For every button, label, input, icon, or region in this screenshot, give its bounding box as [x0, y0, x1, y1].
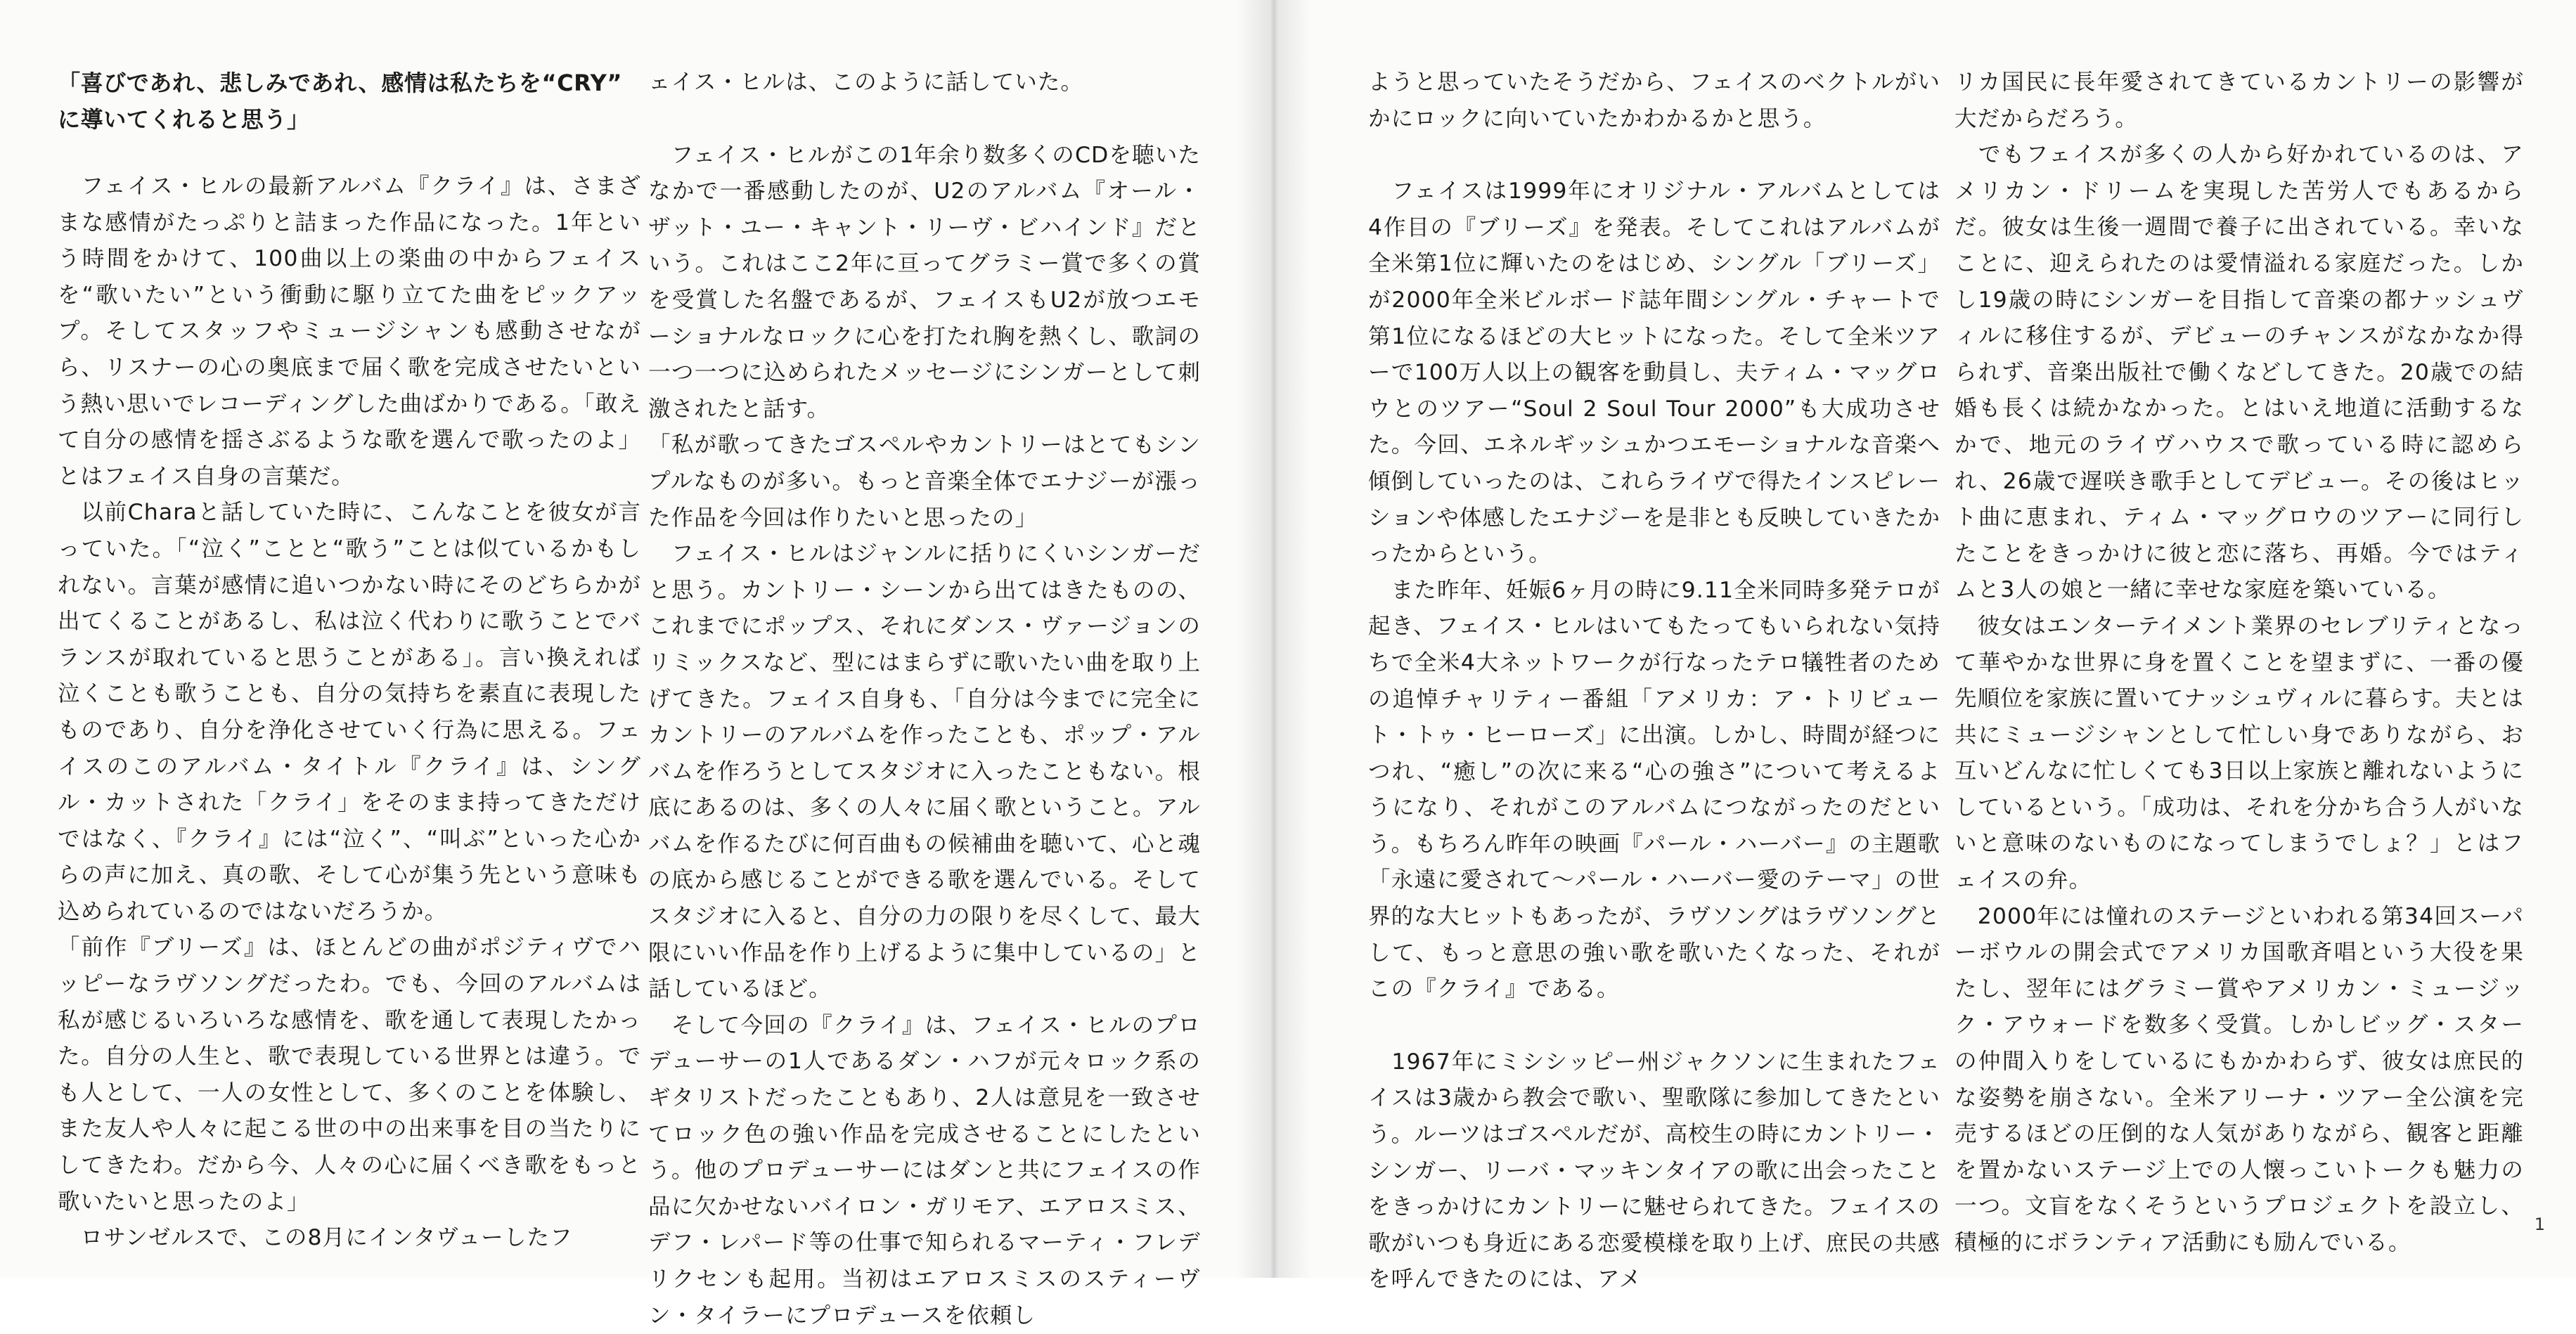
paragraph-gap	[648, 101, 1201, 138]
heading-line-1: 「喜びであれ、悲しみであれ、感情は私たちを“CRY”	[58, 70, 623, 96]
paragraph: 「私が歌ってきたゴスペルやカントリーはとてもシンプルなものが多い。もっと音楽全体でエナジーが漲った作品を今回は作りたいと思ったの」	[648, 432, 1201, 531]
paragraph: そして今回の『クライ』は、フェイス・ヒルのプロデューサーの1人であるダン・ハフが元々ロック系のギタリストだったこともあり、2人は意見を一致させてロック色の強い作品を完成させることにしたという。他のプロデューサーにはダンと共にフェイスの作品に欠かせないバイロン・ガリモア、エアロスミス、デフ・レパード等の仕事で知られるマーティ・フレデリクセンも起用。当初はエアロスミスのスティーヴン・タイラーにプロデュースを依頼し	[648, 1012, 1201, 1328]
paragraph: 「前作『ブリーズ』は、ほとんどの曲がポジティヴでハッピーなラヴソングだったわ。でも、今回のアルバムは私が感じるいろいろな感情を、歌を通して表現したかった。自分の人生と、歌で表現している世界とは違う。でも人として、一人の女性として、多くのことを体験し、また友人や人々に起こる世の中の出来事を目の当たりにしてきたわ。だから今、人々の心に届くべき歌をもっと歌いたいと思ったのよ」	[58, 935, 641, 1215]
paragraph-gap	[1368, 137, 1940, 174]
paragraph: ロサンゼルスで、この8月にインタヴューしたフ	[58, 1225, 573, 1251]
paragraph: フェイス・ヒルの最新アルバム『クライ』は、さまざまな感情がたっぷりと詰まった作品になった。1年という時間をかけて、100曲以上の楽曲の中からフェイスを“歌いたい”という衝動に駆り立てた曲をピックアップ。そしてスタッフやミュージシャンも感動させながら、リスナーの心の奥底まで届く歌を完成させたいという熱い思いでレコーディングした曲ばかりである。「敢えて自分の感情を揺さぶるような歌を選んで歌ったのよ」とはフェイス自身の言葉だ。	[58, 174, 641, 489]
paragraph-gap	[1368, 1008, 1940, 1044]
article-heading	[58, 65, 641, 138]
paragraph: ようと思っていたそうだから、フェイスのベクトルがいかにロックに向いていたかわかるかと思う。	[1368, 70, 1940, 131]
column-3	[1368, 65, 1940, 1298]
paragraph: フェイス・ヒルがこの1年余り数多くのCDを聴いたなかで一番感動したのが、U2のアルバム『オール・ザット・ユー・キャント・リーヴ・ビハインド』だという。これはここ2年に亘ってグラミー賞で多くの賞を受賞した名盤であるが、フェイスもU2が放つエモーショナルなロックに心を打たれ胸を熱くし、歌詞の一つ一つに込められたメッセージにシンガーとして刺激されたと話す。	[648, 142, 1201, 422]
column-2	[648, 65, 1201, 1334]
paragraph: 2000年には憧れのステージといわれる第34回スーパーボウルの開会式でアメリカ国歌斉唱という大役を果たし、翌年にはグラミー賞やアメリカン・ミュージック・アウォードを数多く受賞。しかしビッグ・スターの仲間入りをしているにもかかわらず、彼女は庶民的な姿勢を崩さない。全米アリーナ・ツアー全公演を完売するほどの圧倒的な人気がありながら、観客と距離を置かないステージ上での人懐っこいトークも魅力の一つ。文盲をなくそうというプロジェクトを設立し、積極的にボランティア活動にも励んでいる。	[1954, 903, 2524, 1255]
column-4	[1954, 65, 2524, 1262]
paragraph: また昨年、妊娠6ヶ月の時に9.11全米同時多発テロが起き、フェイス・ヒルはいてもたってもいられない気持ちで全米4大ネットワークが行なったテロ犠牲者のための追悼チャリティー番組「アメリカ：ア・トリビュート・トゥ・ヒーローズ」に出演。しかし、時間が経つにつれ、“癒し”の次に来る“心の強さ”について考えるようになり、それがこのアルバムにつながったのだという。もちろん昨年の映画『パール・ハーバー』の主題歌「永遠に愛されて～パール・ハーバー愛のテーマ」の世界的な大ヒットもあったが、ラヴソングはラヴソングとして、もっと意思の強い歌を歌いたくなった、それがこの『クライ』である。	[1368, 577, 1940, 1002]
left-page	[0, 0, 1274, 1328]
heading-line-2: に導いてくれると思う」	[58, 106, 310, 133]
paragraph: フェイス・ヒルはジャンルに括りにくいシンガーだと思う。カントリー・シーンから出てはきたものの、これまでにポップス、それにダンス・ヴァージョンのリミックスなど、型にはまらずに歌いたい曲を取り上げてきた。フェイス自身も、「自分は今までに完全にカントリーのアルバムを作ったことも、ポップ・アルバムを作ろうとしてスタジオに入ったこともない。根底にあるのは、多くの人々に届く歌ということ。アルバムを作るたびに何百曲もの候補曲を聴いて、心と魂の底から感じることができる歌を選んでいる。そしてスタジオに入ると、自分の力の限りを尽くして、最大限にいい作品を作り上げるように集中しているの」と話しているほど。	[648, 541, 1201, 1002]
paragraph: リカ国民に長年愛されてきているカントリーの影響が大だからだろう。	[1954, 70, 2524, 131]
paragraph: 彼女はエンターテイメント業界のセレブリティとなって華やかな世界に身を置くことを望まずに、一番の優先順位を家族に置いてナッシュヴィルに暮らす。夫とは共にミュージシャンとして忙しい身でありながら、お互いどんなに忙しくても3日以上家族と離れないようにしているという。「成功は、それを分かち合う人がいないと意味のないものになってしまうでしょ？」とはフェイスの弁。	[1954, 613, 2524, 893]
column-1	[58, 65, 641, 1257]
paragraph: 以前Charaと話していた時に、こんなことを彼女が言っていた。「“泣く”ことと“歌う”ことは似ているかもしれない。言葉が感情に追いつかない時にそのどちらかが出てくることがあるし、私は泣く代わりに歌うことでバランスが取れていると思うことがある」。言い換えれば泣くことも歌うことも、自分の気持ちを素直に表現したものであり、自分を浄化させていく行為に思える。フェイスのこのアルバム・タイトル『クライ』は、シングル・カットされた「クライ」をそのまま持ってきただけではなく、『クライ』には“泣く”、“叫ぶ”といった心からの声に加え、真の歌、そして心が集う先という意味も込められているのではないだろうか。	[58, 500, 641, 924]
page-gutter	[1237, 0, 1310, 1278]
paragraph: ェイス・ヒルは、このように話していた。	[648, 70, 1084, 95]
paragraph: でもフェイスが多くの人から好かれているのは、アメリカン・ドリームを実現した苦労人でもあるからだ。彼女は生後一週間で養子に出されている。幸いなことに、迎えられたのは愛情溢れる家庭だった。しかし19歳の時にシンガーを目指して音楽の都ナッシュヴィルに移住するが、デビューのチャンスがなかなか得られず、音楽出版社で働くなどしてきた。20歳での結婚も長くは続かなかった。とはいえ地道に活動するなかで、地元のライヴハウスで歌っている時に認められ、26歳で遅咲き歌手としてデビュー。その後はヒット曲に恵まれ、ティム・マッグロウのツアーに同行したことをきっかけに彼と恋に落ち、再婚。今ではティムと3人の娘と一緒に幸せな家庭を築いている。	[1954, 142, 2524, 603]
page-number: 1	[2534, 1215, 2545, 1234]
paragraph: フェイスは1999年にオリジナル・アルバムとしては4作目の『ブリーズ』を発表。そしてこれはアルバムが全米第1位に輝いたのをはじめ、シングル「ブリーズ」が2000年全米ビルボード誌年間シングル・チャートで第1位になるほどの大ヒットになった。そして全米ツアーで100万人以上の観客を動員し、夫ティム・マッグロウとのツアー“Soul 2 Soul Tour 2000”も大成功させた。今回、エネルギッシュかつエモーショナルな音楽へ傾倒していったのは、これらライヴで得たインスピレーションや体感したエナジーを是非とも反映していきたかったからという。	[1368, 179, 1940, 567]
paragraph: 1967年にミシシッピー州ジャクソンに生まれたフェイスは3歳から教会で歌い、聖歌隊に参加してきたという。ルーツはゴスペルだが、高校生の時にカントリー・シンガー、リーバ・マッキンタイアの歌に出会ったことをきっかけにカントリーに魅せられてきた。フェイスの歌がいつも身近にある恋愛模様を取り上げ、庶民の共感を呼んできたのには、アメ	[1368, 1049, 1940, 1293]
